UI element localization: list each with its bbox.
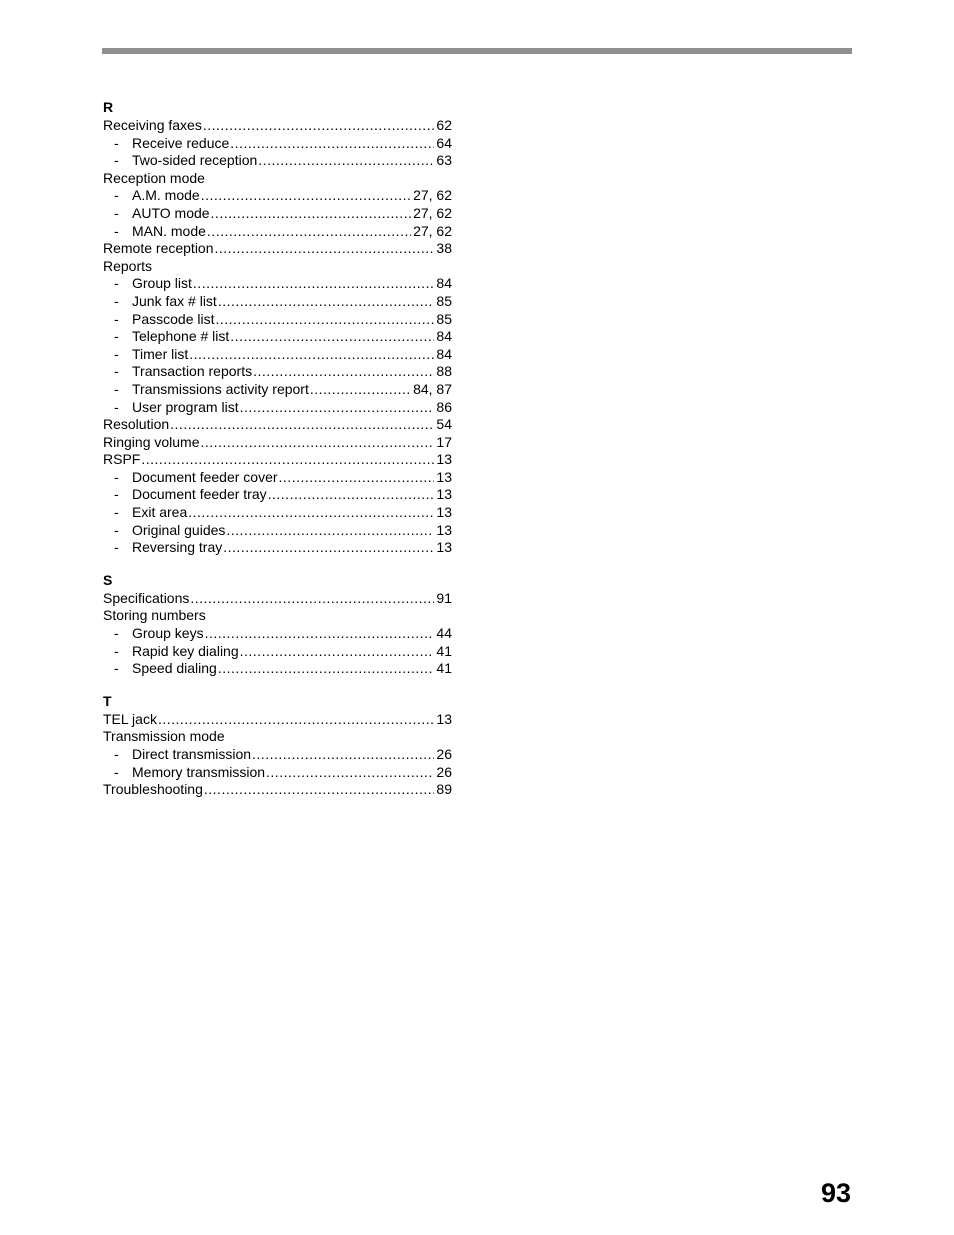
entry-label: Passcode list xyxy=(132,310,215,327)
dot-leader xyxy=(193,275,435,293)
dot-leader xyxy=(279,469,435,487)
entry-page-ref: 86 xyxy=(436,398,452,415)
dot-leader xyxy=(268,486,435,504)
dot-leader xyxy=(240,399,435,417)
index-subentry xyxy=(103,135,452,153)
subentry-marker: - xyxy=(114,345,119,362)
entry-page-ref: 62 xyxy=(436,117,452,133)
entry-label: Troubleshooting xyxy=(103,781,203,798)
entry-page-ref: 63 xyxy=(436,152,452,169)
entry-label: Specifications xyxy=(103,589,190,606)
index-subentry xyxy=(103,399,452,417)
entry-label: Transmissions activity report xyxy=(132,380,309,397)
entry-label: Speed dialing xyxy=(132,660,217,677)
entry-label: Remote reception xyxy=(103,240,214,257)
entry-page-ref: 26 xyxy=(436,763,452,780)
entry-page-ref: 41 xyxy=(436,660,452,677)
entry-page-ref: 27, 62 xyxy=(413,222,452,239)
index-entry xyxy=(103,451,452,469)
entry-label: Reception mode xyxy=(103,169,205,186)
entry-label: Receiving faxes xyxy=(103,117,202,133)
entry-label: Storing numbers xyxy=(103,607,206,624)
entry-label: Ringing volume xyxy=(103,433,200,450)
page-number: 93 xyxy=(820,1178,851,1208)
index-entry xyxy=(103,434,452,452)
entry-page-ref: 13 xyxy=(436,521,452,538)
index-subentry xyxy=(103,152,452,170)
dot-leader xyxy=(310,381,411,399)
subentry-marker: - xyxy=(114,398,119,415)
entry-label: Transaction reports xyxy=(132,363,253,380)
subentry-marker: - xyxy=(114,642,119,659)
entry-page-ref: 13 xyxy=(436,710,452,727)
index-subentry xyxy=(103,764,452,782)
entry-page-ref: 13 xyxy=(436,451,452,468)
subentry-marker: - xyxy=(114,275,119,292)
index-entry xyxy=(103,117,452,135)
entry-label: Exit area xyxy=(132,504,188,521)
entry-page-ref: 84, 87 xyxy=(413,380,452,397)
index-subentry xyxy=(103,539,452,557)
subentry-marker: - xyxy=(114,363,119,380)
index-subentry xyxy=(103,746,452,764)
dot-leader xyxy=(218,660,435,678)
entry-page-ref: 84 xyxy=(436,345,452,362)
entry-label: Timer list xyxy=(132,345,189,362)
subentry-marker: - xyxy=(114,521,119,538)
index-entry xyxy=(103,607,452,625)
dot-leader xyxy=(207,223,411,241)
entry-page-ref: 85 xyxy=(436,310,452,327)
entry-page-ref: 64 xyxy=(436,134,452,151)
entry-page-ref: 85 xyxy=(436,292,452,309)
entry-page-ref: 27, 62 xyxy=(413,187,452,204)
entry-label: Receive reduce xyxy=(132,134,230,151)
dot-leader xyxy=(258,152,434,170)
entry-label: AUTO mode xyxy=(132,204,210,221)
entry-page-ref: 41 xyxy=(436,642,452,659)
subentry-marker: - xyxy=(114,504,119,521)
index-subentry xyxy=(103,643,452,661)
index-subentry xyxy=(103,328,452,346)
dot-leader xyxy=(215,240,435,258)
entry-label: Two-sided reception xyxy=(132,152,258,169)
entry-label: Direct transmission xyxy=(132,746,252,762)
index-entry xyxy=(103,590,452,608)
entry-page-ref: 38 xyxy=(436,240,452,257)
index-entry xyxy=(103,240,452,258)
index-entry xyxy=(103,170,452,188)
dot-leader xyxy=(266,764,434,782)
dot-leader xyxy=(252,746,434,764)
dot-leader xyxy=(205,625,435,643)
entry-label: TEL jack xyxy=(103,710,157,727)
dot-leader xyxy=(215,311,434,329)
subentry-marker: - xyxy=(114,187,119,204)
entry-page-ref: 84 xyxy=(436,328,452,345)
entry-page-ref: 88 xyxy=(436,363,452,380)
entry-page-ref: 91 xyxy=(436,589,452,606)
dot-leader xyxy=(203,117,435,135)
entry-label: A.M. mode xyxy=(132,187,200,204)
subentry-marker: - xyxy=(114,134,119,151)
entry-label: Junk fax # list xyxy=(132,292,217,309)
entry-page-ref: 17 xyxy=(436,433,452,450)
dot-leader xyxy=(188,504,434,522)
dot-leader xyxy=(223,539,434,557)
index-entry xyxy=(103,258,452,276)
index-subentry xyxy=(103,187,452,205)
subentry-marker: - xyxy=(114,292,119,309)
index-entry xyxy=(103,711,452,729)
index-subentry xyxy=(103,346,452,364)
section-letter: T xyxy=(103,692,112,709)
entry-label: Reports xyxy=(103,257,153,274)
index-subentry xyxy=(103,293,452,311)
subentry-marker: - xyxy=(114,763,119,780)
entry-label: Document feeder cover xyxy=(132,468,278,485)
dot-leader xyxy=(141,451,434,469)
dot-leader xyxy=(170,416,434,434)
index-subentry xyxy=(103,522,452,540)
index-subentry xyxy=(103,486,452,504)
dot-leader xyxy=(240,643,435,661)
entry-label: User program list xyxy=(132,398,239,415)
entry-page-ref: 13 xyxy=(436,486,452,503)
index-subentry xyxy=(103,311,452,329)
entry-label: Reversing tray xyxy=(132,539,223,556)
entry-page-ref: 44 xyxy=(436,625,452,642)
entry-label: Original guides xyxy=(132,521,226,538)
entry-page-ref: 13 xyxy=(436,504,452,521)
dot-leader xyxy=(211,205,412,223)
dot-leader xyxy=(230,328,434,346)
entry-label: RSPF xyxy=(103,451,141,468)
dot-leader xyxy=(230,135,434,153)
index-section-s xyxy=(103,571,452,678)
entry-page-ref: 26 xyxy=(436,746,452,762)
subentry-marker: - xyxy=(114,746,119,762)
entry-label: Transmission mode xyxy=(103,728,225,745)
dot-leader xyxy=(189,346,434,364)
entry-page-ref: 84 xyxy=(436,275,452,292)
entry-label: Group keys xyxy=(132,625,204,642)
index-subentry xyxy=(103,275,452,293)
subentry-marker: - xyxy=(114,539,119,556)
entry-page-ref: 54 xyxy=(436,416,452,433)
header-rule xyxy=(102,48,852,54)
entry-label: Memory transmission xyxy=(132,763,266,780)
section-letter: R xyxy=(103,99,114,115)
subentry-marker: - xyxy=(114,310,119,327)
index-entry xyxy=(103,416,452,434)
dot-leader xyxy=(253,363,434,381)
subentry-marker: - xyxy=(114,204,119,221)
subentry-marker: - xyxy=(114,222,119,239)
entry-label: Resolution xyxy=(103,416,170,433)
dot-leader xyxy=(158,711,434,729)
subentry-marker: - xyxy=(114,625,119,642)
dot-leader xyxy=(201,434,435,452)
index-subentry xyxy=(103,205,452,223)
index-entry xyxy=(103,728,452,746)
subentry-marker: - xyxy=(114,486,119,503)
dot-leader xyxy=(218,293,435,311)
entry-label: MAN. mode xyxy=(132,222,206,239)
entry-page-ref: 27, 62 xyxy=(413,204,452,221)
index-subentry xyxy=(103,625,452,643)
index-section-r xyxy=(103,98,452,557)
entry-label: Group list xyxy=(132,275,192,292)
entry-page-ref: 13 xyxy=(436,468,452,485)
subentry-marker: - xyxy=(114,328,119,345)
index-subentry xyxy=(103,660,452,678)
index-column xyxy=(103,98,452,813)
subentry-marker: - xyxy=(114,152,119,169)
index-subentry xyxy=(103,504,452,522)
index-subentry xyxy=(103,363,452,381)
index-subentry xyxy=(103,381,452,399)
entry-label: Document feeder tray xyxy=(132,486,267,503)
index-subentry xyxy=(103,223,452,241)
index-subentry xyxy=(103,469,452,487)
dot-leader xyxy=(204,781,435,799)
subentry-marker: - xyxy=(114,468,119,485)
subentry-marker: - xyxy=(114,380,119,397)
dot-leader xyxy=(190,590,434,608)
entry-page-ref: 13 xyxy=(436,539,452,556)
entry-label: Rapid key dialing xyxy=(132,642,239,659)
index-entry xyxy=(103,781,452,799)
index-section-t xyxy=(103,692,452,799)
entry-label: Telephone # list xyxy=(132,328,230,345)
entry-page-ref: 89 xyxy=(436,781,452,798)
subentry-marker: - xyxy=(114,660,119,677)
dot-leader xyxy=(201,187,411,205)
section-letter: S xyxy=(103,571,113,588)
dot-leader xyxy=(226,522,434,540)
